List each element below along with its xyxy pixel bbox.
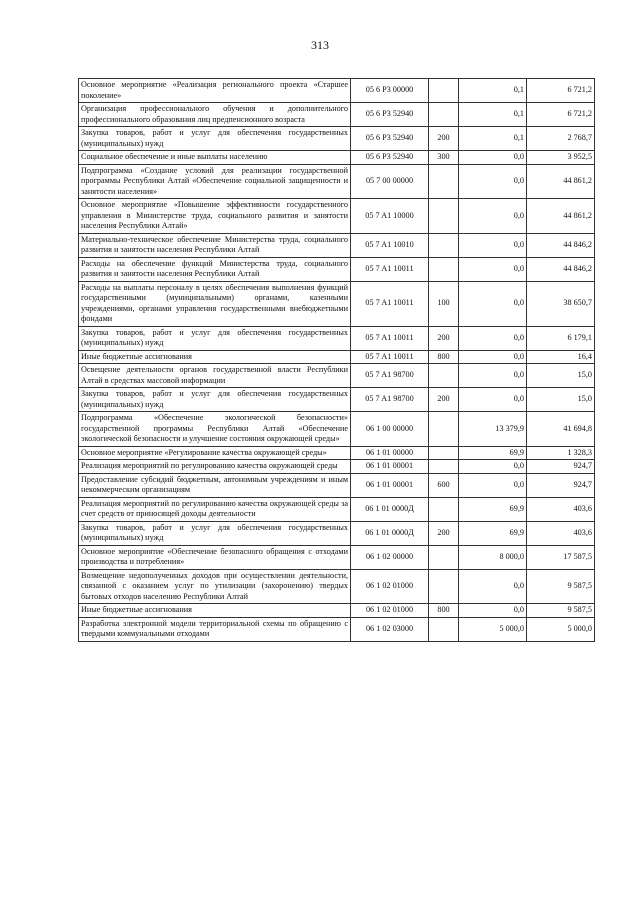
row-name-cell: Иные бюджетные ассигнования (79, 350, 351, 364)
row-code-cell: 06 1 00 00000 (351, 412, 429, 447)
row-value-1-cell: 0,0 (459, 164, 527, 199)
table-row (79, 412, 595, 447)
budget-table-body (79, 79, 595, 642)
row-name-cell: Подпрограмма «Обеспечение экологической безопасности» государственной программы Республики Алтай «Обеспечение экологической безопасности и улучшение состояния окружающей среды» (79, 412, 351, 447)
row-value-1-cell: 0,0 (459, 569, 527, 604)
row-value-1-cell: 0,1 (459, 127, 527, 151)
row-name-cell: Организация профессионального обучения и дополнительного профессионального образования лиц предпенсионного возраста (79, 103, 351, 127)
row-code-cell: 06 1 01 0000Д (351, 497, 429, 521)
row-code-cell: 05 7 A1 10011 (351, 326, 429, 350)
row-code-cell: 05 6 P3 00000 (351, 79, 429, 103)
table-row (79, 473, 595, 497)
row-name-cell: Реализация мероприятий по регулированию качества окружающей среды (79, 460, 351, 474)
table-row (79, 521, 595, 545)
row-name-cell: Социальное обеспечение и иные выплаты населению (79, 151, 351, 165)
row-value-1-cell: 0,0 (459, 233, 527, 257)
row-name-cell: Закупка товаров, работ и услуг для обеспечения государственных (муниципальных) нужд (79, 388, 351, 412)
row-value-2-cell: 3 952,5 (527, 151, 595, 165)
row-expense-type-cell (429, 199, 459, 234)
row-value-1-cell: 0,0 (459, 604, 527, 618)
row-value-1-cell: 0,0 (459, 473, 527, 497)
table-row (79, 326, 595, 350)
row-expense-type-cell (429, 497, 459, 521)
row-name-cell: Закупка товаров, работ и услуг для обеспечения государственных (муниципальных) нужд (79, 127, 351, 151)
row-name-cell: Освещение деятельности органов государственной власти Республики Алтай в средствах массовой информации (79, 364, 351, 388)
row-code-cell: 06 1 02 00000 (351, 545, 429, 569)
row-code-cell: 05 7 A1 10011 (351, 257, 429, 281)
row-code-cell: 05 7 A1 98700 (351, 364, 429, 388)
row-value-2-cell: 38 650,7 (527, 281, 595, 326)
table-row (79, 388, 595, 412)
row-code-cell: 05 7 A1 98700 (351, 388, 429, 412)
row-value-1-cell: 0,0 (459, 326, 527, 350)
row-value-2-cell: 403,6 (527, 521, 595, 545)
row-name-cell: Возмещение недополученных доходов при осуществлении деятельности, связанной с оказанием услуг по утилизации (захоронению) твердых бытовых отходов населению Республики Алтай (79, 569, 351, 604)
row-name-cell: Основное мероприятие «Регулирование качества окружающей среды» (79, 446, 351, 460)
row-code-cell: 05 7 A1 10000 (351, 199, 429, 234)
table-row (79, 364, 595, 388)
table-row (79, 569, 595, 604)
table-row (79, 199, 595, 234)
row-expense-type-cell: 200 (429, 326, 459, 350)
table-row (79, 151, 595, 165)
row-value-2-cell: 15,0 (527, 388, 595, 412)
row-name-cell: Основное мероприятие «Повышение эффективности государственного управления в Министерстве труда, социального развития и занятости населения Республики Алтай» (79, 199, 351, 234)
row-expense-type-cell (429, 617, 459, 641)
row-code-cell: 06 1 01 00000 (351, 446, 429, 460)
row-expense-type-cell: 200 (429, 127, 459, 151)
row-value-2-cell: 44 846,2 (527, 257, 595, 281)
row-value-1-cell: 0,0 (459, 151, 527, 165)
table-row (79, 127, 595, 151)
row-code-cell: 05 6 P3 52940 (351, 127, 429, 151)
row-expense-type-cell (429, 103, 459, 127)
row-name-cell: Иные бюджетные ассигнования (79, 604, 351, 618)
row-value-1-cell: 0,0 (459, 257, 527, 281)
row-code-cell: 06 1 01 00001 (351, 473, 429, 497)
row-value-1-cell: 0,0 (459, 388, 527, 412)
row-value-2-cell: 1 328,3 (527, 446, 595, 460)
row-value-2-cell: 15,0 (527, 364, 595, 388)
row-value-2-cell: 403,6 (527, 497, 595, 521)
row-value-2-cell: 41 694,8 (527, 412, 595, 447)
row-value-1-cell: 69,9 (459, 497, 527, 521)
row-value-2-cell: 17 587,5 (527, 545, 595, 569)
row-expense-type-cell: 300 (429, 151, 459, 165)
table-row (79, 545, 595, 569)
row-value-2-cell: 44 846,2 (527, 233, 595, 257)
row-value-2-cell: 6 721,2 (527, 79, 595, 103)
row-expense-type-cell (429, 364, 459, 388)
row-value-1-cell: 0,1 (459, 103, 527, 127)
row-value-1-cell: 8 000,0 (459, 545, 527, 569)
row-code-cell: 05 7 A1 10010 (351, 233, 429, 257)
table-row (79, 460, 595, 474)
row-expense-type-cell: 800 (429, 604, 459, 618)
row-expense-type-cell: 800 (429, 350, 459, 364)
row-value-2-cell: 924,7 (527, 473, 595, 497)
row-expense-type-cell (429, 569, 459, 604)
row-code-cell: 06 1 01 0000Д (351, 521, 429, 545)
row-value-2-cell: 9 587,5 (527, 569, 595, 604)
table-row (79, 164, 595, 199)
row-value-2-cell: 44 861,2 (527, 164, 595, 199)
row-value-1-cell: 0,0 (459, 350, 527, 364)
row-code-cell: 06 1 01 00001 (351, 460, 429, 474)
row-value-1-cell: 69,9 (459, 446, 527, 460)
table-row (79, 350, 595, 364)
row-name-cell: Предоставление субсидий бюджетным, автономным учреждениям и иным некоммерческим организациям (79, 473, 351, 497)
row-name-cell: Закупка товаров, работ и услуг для обеспечения государственных (муниципальных) нужд (79, 326, 351, 350)
row-value-1-cell: 0,1 (459, 79, 527, 103)
row-value-2-cell: 9 587,5 (527, 604, 595, 618)
table-row (79, 497, 595, 521)
row-expense-type-cell (429, 233, 459, 257)
row-expense-type-cell (429, 257, 459, 281)
row-name-cell: Реализация мероприятий по регулированию качества окружающей среды за счет средств от приносящей доходы деятельности (79, 497, 351, 521)
row-name-cell: Расходы на обеспечение функций Министерства труда, социального развития и занятости населения Республики Алтай (79, 257, 351, 281)
row-expense-type-cell (429, 460, 459, 474)
row-value-2-cell: 44 861,2 (527, 199, 595, 234)
row-name-cell: Основное мероприятие «Реализация регионального проекта «Старшее поколение» (79, 79, 351, 103)
row-value-2-cell: 5 000,0 (527, 617, 595, 641)
table-row (79, 617, 595, 641)
row-value-1-cell: 0,0 (459, 460, 527, 474)
row-value-1-cell: 0,0 (459, 364, 527, 388)
table-row (79, 103, 595, 127)
row-expense-type-cell (429, 164, 459, 199)
row-name-cell: Расходы на выплаты персоналу в целях обеспечения выполнения функций государственными (муниципальными) органами, казенными учреждениями, органами управления государственными внебюджетными фондами (79, 281, 351, 326)
row-value-1-cell: 0,0 (459, 199, 527, 234)
row-expense-type-cell: 200 (429, 521, 459, 545)
table-row (79, 233, 595, 257)
row-code-cell: 06 1 02 01000 (351, 569, 429, 604)
row-code-cell: 05 7 00 00000 (351, 164, 429, 199)
row-code-cell: 06 1 02 01000 (351, 604, 429, 618)
row-value-2-cell: 924,7 (527, 460, 595, 474)
row-expense-type-cell (429, 545, 459, 569)
budget-table (78, 78, 595, 642)
row-value-1-cell: 0,0 (459, 281, 527, 326)
table-row (79, 604, 595, 618)
row-name-cell: Основное мероприятие «Обеспечение безопасного обращения с отходами производства и потребления» (79, 545, 351, 569)
row-code-cell: 05 7 A1 10011 (351, 350, 429, 364)
row-value-1-cell: 5 000,0 (459, 617, 527, 641)
row-name-cell: Материально-техническое обеспечение Министерства труда, социального развития и занятости населения Республики Алтай (79, 233, 351, 257)
table-row (79, 446, 595, 460)
table-row (79, 281, 595, 326)
row-code-cell: 05 6 P3 52940 (351, 103, 429, 127)
row-name-cell: Разработка электронной модели территориальной схемы по обращению с твердыми коммунальными отходами (79, 617, 351, 641)
row-expense-type-cell: 600 (429, 473, 459, 497)
table-row (79, 79, 595, 103)
row-expense-type-cell (429, 79, 459, 103)
row-value-2-cell: 6 179,1 (527, 326, 595, 350)
row-value-1-cell: 13 379,9 (459, 412, 527, 447)
row-expense-type-cell: 100 (429, 281, 459, 326)
row-value-2-cell: 16,4 (527, 350, 595, 364)
row-expense-type-cell (429, 446, 459, 460)
row-expense-type-cell: 200 (429, 388, 459, 412)
table-row (79, 257, 595, 281)
row-code-cell: 05 6 P3 52940 (351, 151, 429, 165)
row-code-cell: 06 1 02 03000 (351, 617, 429, 641)
row-name-cell: Подпрограмма «Создание условий для реализации государственной программы Республики Алтай «Обеспечение социальной защищенности и занятости населения» (79, 164, 351, 199)
row-value-1-cell: 69,9 (459, 521, 527, 545)
row-value-2-cell: 2 768,7 (527, 127, 595, 151)
row-name-cell: Закупка товаров, работ и услуг для обеспечения государственных (муниципальных) нужд (79, 521, 351, 545)
page-number: 313 (311, 38, 329, 52)
row-code-cell: 05 7 A1 10011 (351, 281, 429, 326)
row-expense-type-cell (429, 412, 459, 447)
row-value-2-cell: 6 721,2 (527, 103, 595, 127)
